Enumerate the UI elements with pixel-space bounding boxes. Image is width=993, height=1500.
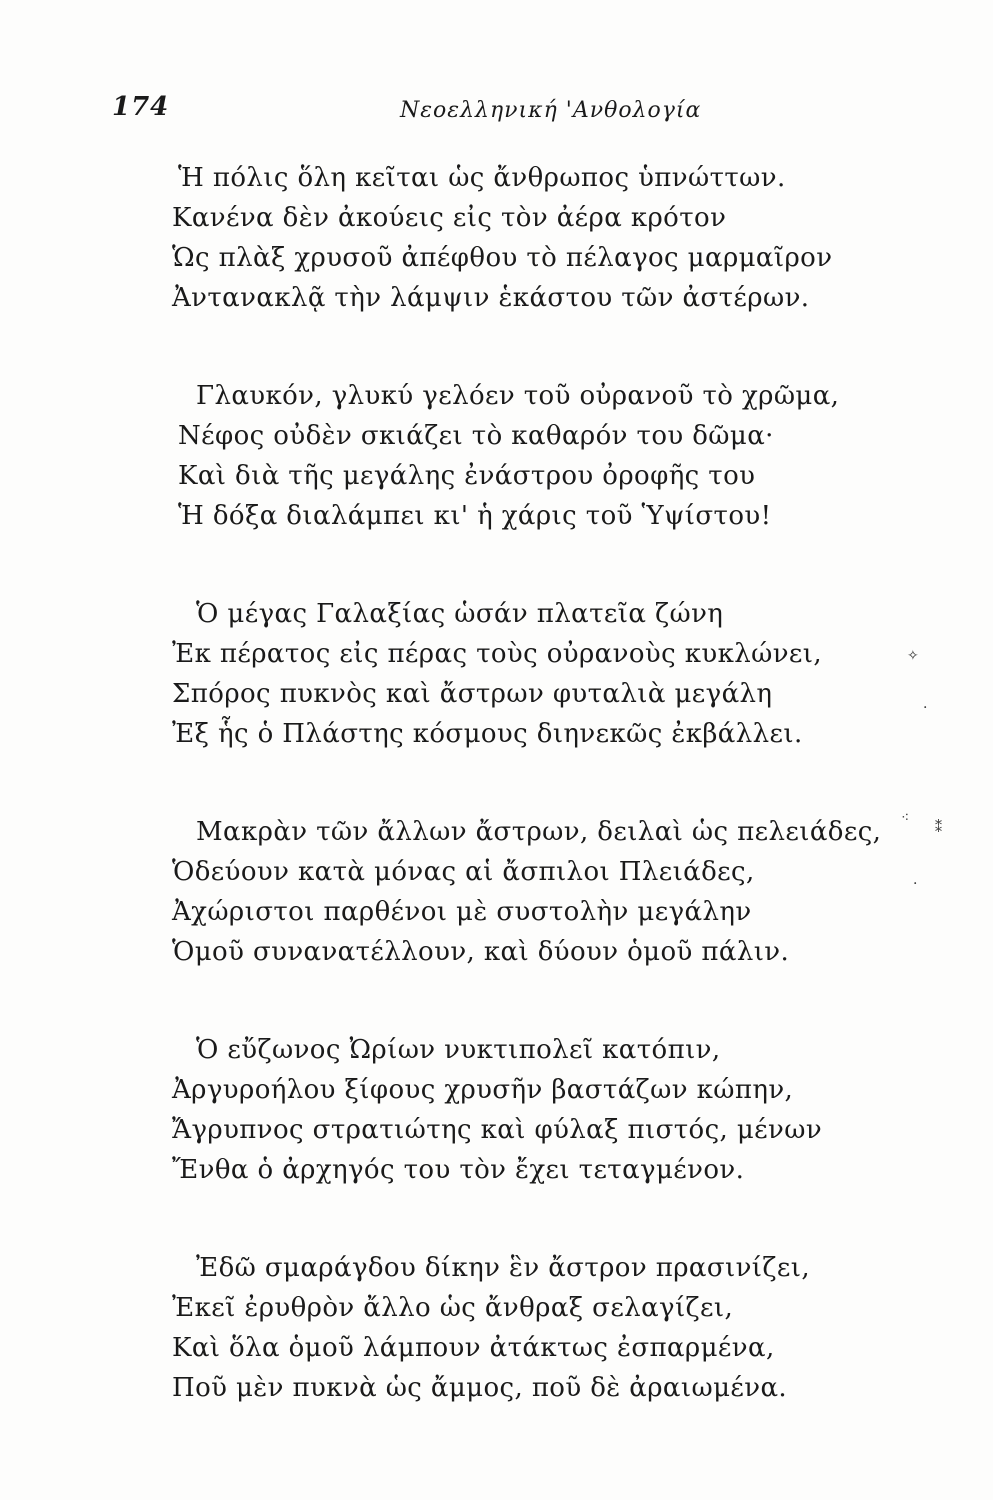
page-number: 174 bbox=[112, 92, 170, 122]
poem-line: Ὁ μέγας Γαλαξίας ὡσάν πλατεῖα ζώνη bbox=[196, 599, 724, 629]
poem-line: Ποῦ μὲν πυκνὰ ὡς ἄμμος, ποῦ δὲ ἀραιωμένα. bbox=[172, 1373, 788, 1403]
poem-line: Νέφος οὐδὲν σκιάζει τὸ καθαρόν του δῶμα· bbox=[178, 421, 774, 451]
stanza bbox=[172, 376, 840, 536]
running-title: Νεοελληνική 'Ανθολογία bbox=[400, 98, 702, 123]
poem-line: Ἄγρυπνος στρατιώτης καὶ φύλαξ πιστός, μένων bbox=[172, 1115, 823, 1145]
poem-line: Ὡς πλὰξ χρυσοῦ ἀπέφθου τὸ πέλαγος μαρμαῖρον bbox=[172, 243, 833, 273]
speck-mark: · bbox=[923, 700, 928, 716]
poem-line: Ὁμοῦ συνανατέλλουν, καὶ δύουν ὁμοῦ πάλιν. bbox=[172, 937, 790, 967]
stanza bbox=[172, 1030, 832, 1190]
stanza bbox=[172, 594, 832, 754]
margin-specks bbox=[893, 640, 973, 900]
poem-line: Καὶ διὰ τῆς μεγάλης ἐνάστρου ὀροφῆς του bbox=[178, 461, 756, 491]
poem-line: Ἐξ ἧς ὁ Πλάστης κόσμους διηνεκῶς ἐκβάλλει. bbox=[172, 719, 803, 749]
stanza bbox=[172, 158, 832, 318]
speck-mark: ✧ bbox=[907, 648, 919, 664]
poem-line: Γλαυκόν, γλυκύ γελόεν τοῦ οὐρανοῦ τὸ χρῶμα, bbox=[196, 381, 840, 411]
poem-line: Σπόρος πυκνὸς καὶ ἄστρων φυταλιὰ μεγάλη bbox=[172, 679, 773, 709]
poem-line: Κανένα δὲν ἀκούεις εἰς τὸν ἀέρα κρότον bbox=[172, 203, 727, 233]
poem-line: Ἐκεῖ ἐρυθρὸν ἄλλο ὡς ἄνθραξ σελαγίζει, bbox=[172, 1293, 734, 1323]
poem-line: Ἐδῶ σμαράγδου δίκην ἓν ἄστρον πρασινίζει, bbox=[196, 1253, 811, 1283]
stanza bbox=[172, 1248, 832, 1408]
poem-line: Ἀργυροήλου ξίφους χρυσῆν βαστάζων κώπην, bbox=[172, 1075, 794, 1105]
speck-mark: ⁖ bbox=[901, 810, 910, 826]
poem-line: Ἀντανακλᾷ τὴν λάμψιν ἑκάστου τῶν ἀστέρων. bbox=[172, 283, 810, 313]
poem-line: Καὶ ὅλα ὁμοῦ λάμπουν ἀτάκτως ἐσπαρμένα, bbox=[172, 1333, 775, 1363]
poem-line: Ἡ πόλις ὅλη κεῖται ὡς ἄνθρωπος ὑπνώττων. bbox=[178, 163, 786, 193]
poem-line: Ἐκ πέρατος εἰς πέρας τοὺς οὐρανοὺς κυκλώνει, bbox=[172, 639, 823, 669]
stanza bbox=[172, 812, 882, 972]
poem-body bbox=[172, 158, 882, 1466]
poem-line: Ἔνθα ὁ ἀρχηγός του τὸν ἔχει τεταγμένον. bbox=[172, 1155, 745, 1185]
poem-line: Μακρὰν τῶν ἄλλων ἄστρων, δειλαὶ ὡς πελειάδες, bbox=[196, 817, 882, 847]
poem-line: Ἡ δόξα διαλάμπει κι' ἡ χάρις τοῦ Ὑψίστου! bbox=[178, 501, 772, 531]
poem-line: Ἀχώριστοι παρθένοι μὲ συστολὴν μεγάλην bbox=[172, 897, 752, 927]
poem-line: Ὁ εὔζωνος Ὠρίων νυκτιπολεῖ κατόπιν, bbox=[196, 1035, 721, 1065]
poem-line: Ὁδεύουν κατὰ μόνας αἱ ἄσπιλοι Πλειάδες, bbox=[172, 857, 755, 887]
speck-mark: · bbox=[913, 876, 918, 892]
speck-mark: ⁑ bbox=[935, 820, 942, 836]
